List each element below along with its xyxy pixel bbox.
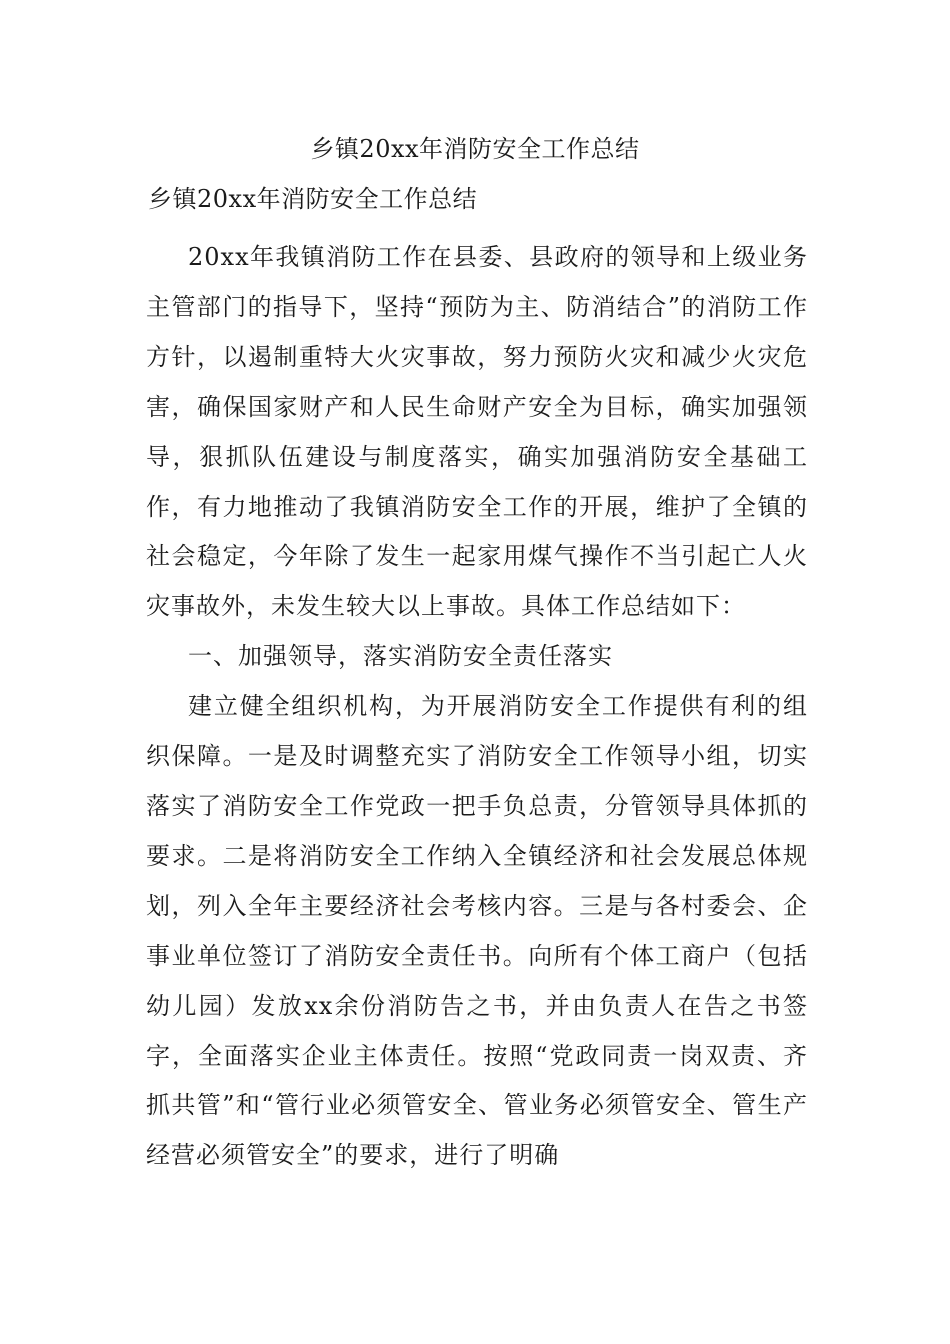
document-subtitle: 乡镇20xx年消防安全工作总结: [148, 185, 478, 213]
document-body: [146, 233, 808, 1181]
document-title: 乡镇20xx年消防安全工作总结: [310, 135, 640, 163]
intro-paragraph: 20xx年我镇消防工作在县委、县政府的领导和上级业务主管部门的指导下，坚持“预防为主、防消结合”的消防工作方针，以遏制重特大火灾事故，努力预防火灾和减少火灾危害，确保国家财产和人民生命财产安全为目标，确实加强领导，狠抓队伍建设与制度落实，确实加强消防安全基础工作，有力地推动了我镇消防安全工作的开展，维护了全镇的社会稳定，今年除了发生一起家用煤气操作不当引起亡人火灾事故外，未发生较大以上事故。具体工作总结如下：: [146, 243, 808, 621]
section-heading-1: 一、加强领导，落实消防安全责任落实: [188, 642, 613, 671]
section-1-paragraph: 建立健全组织机构，为开展消防安全工作提供有利的组织保障。一是及时调整充实了消防安全工作领导小组，切实落实了消防安全工作党政一把手负总责，分管领导具体抓的要求。二是将消防安全工作纳入全镇经济和社会发展总体规划，列入全年主要经济社会考核内容。三是与各村委会、企事业单位签订了消防安全责任书。向所有个体工商户（包括幼儿园）发放xx余份消防告之书，并由负责人在告之书签字，全面落实企业主体责任。按照“党政同责一岗双责、齐抓共管”和“管行业必须管安全、管业务必须管安全、管生产经营必须管安全”的要求，进行了明确: [146, 692, 808, 1170]
